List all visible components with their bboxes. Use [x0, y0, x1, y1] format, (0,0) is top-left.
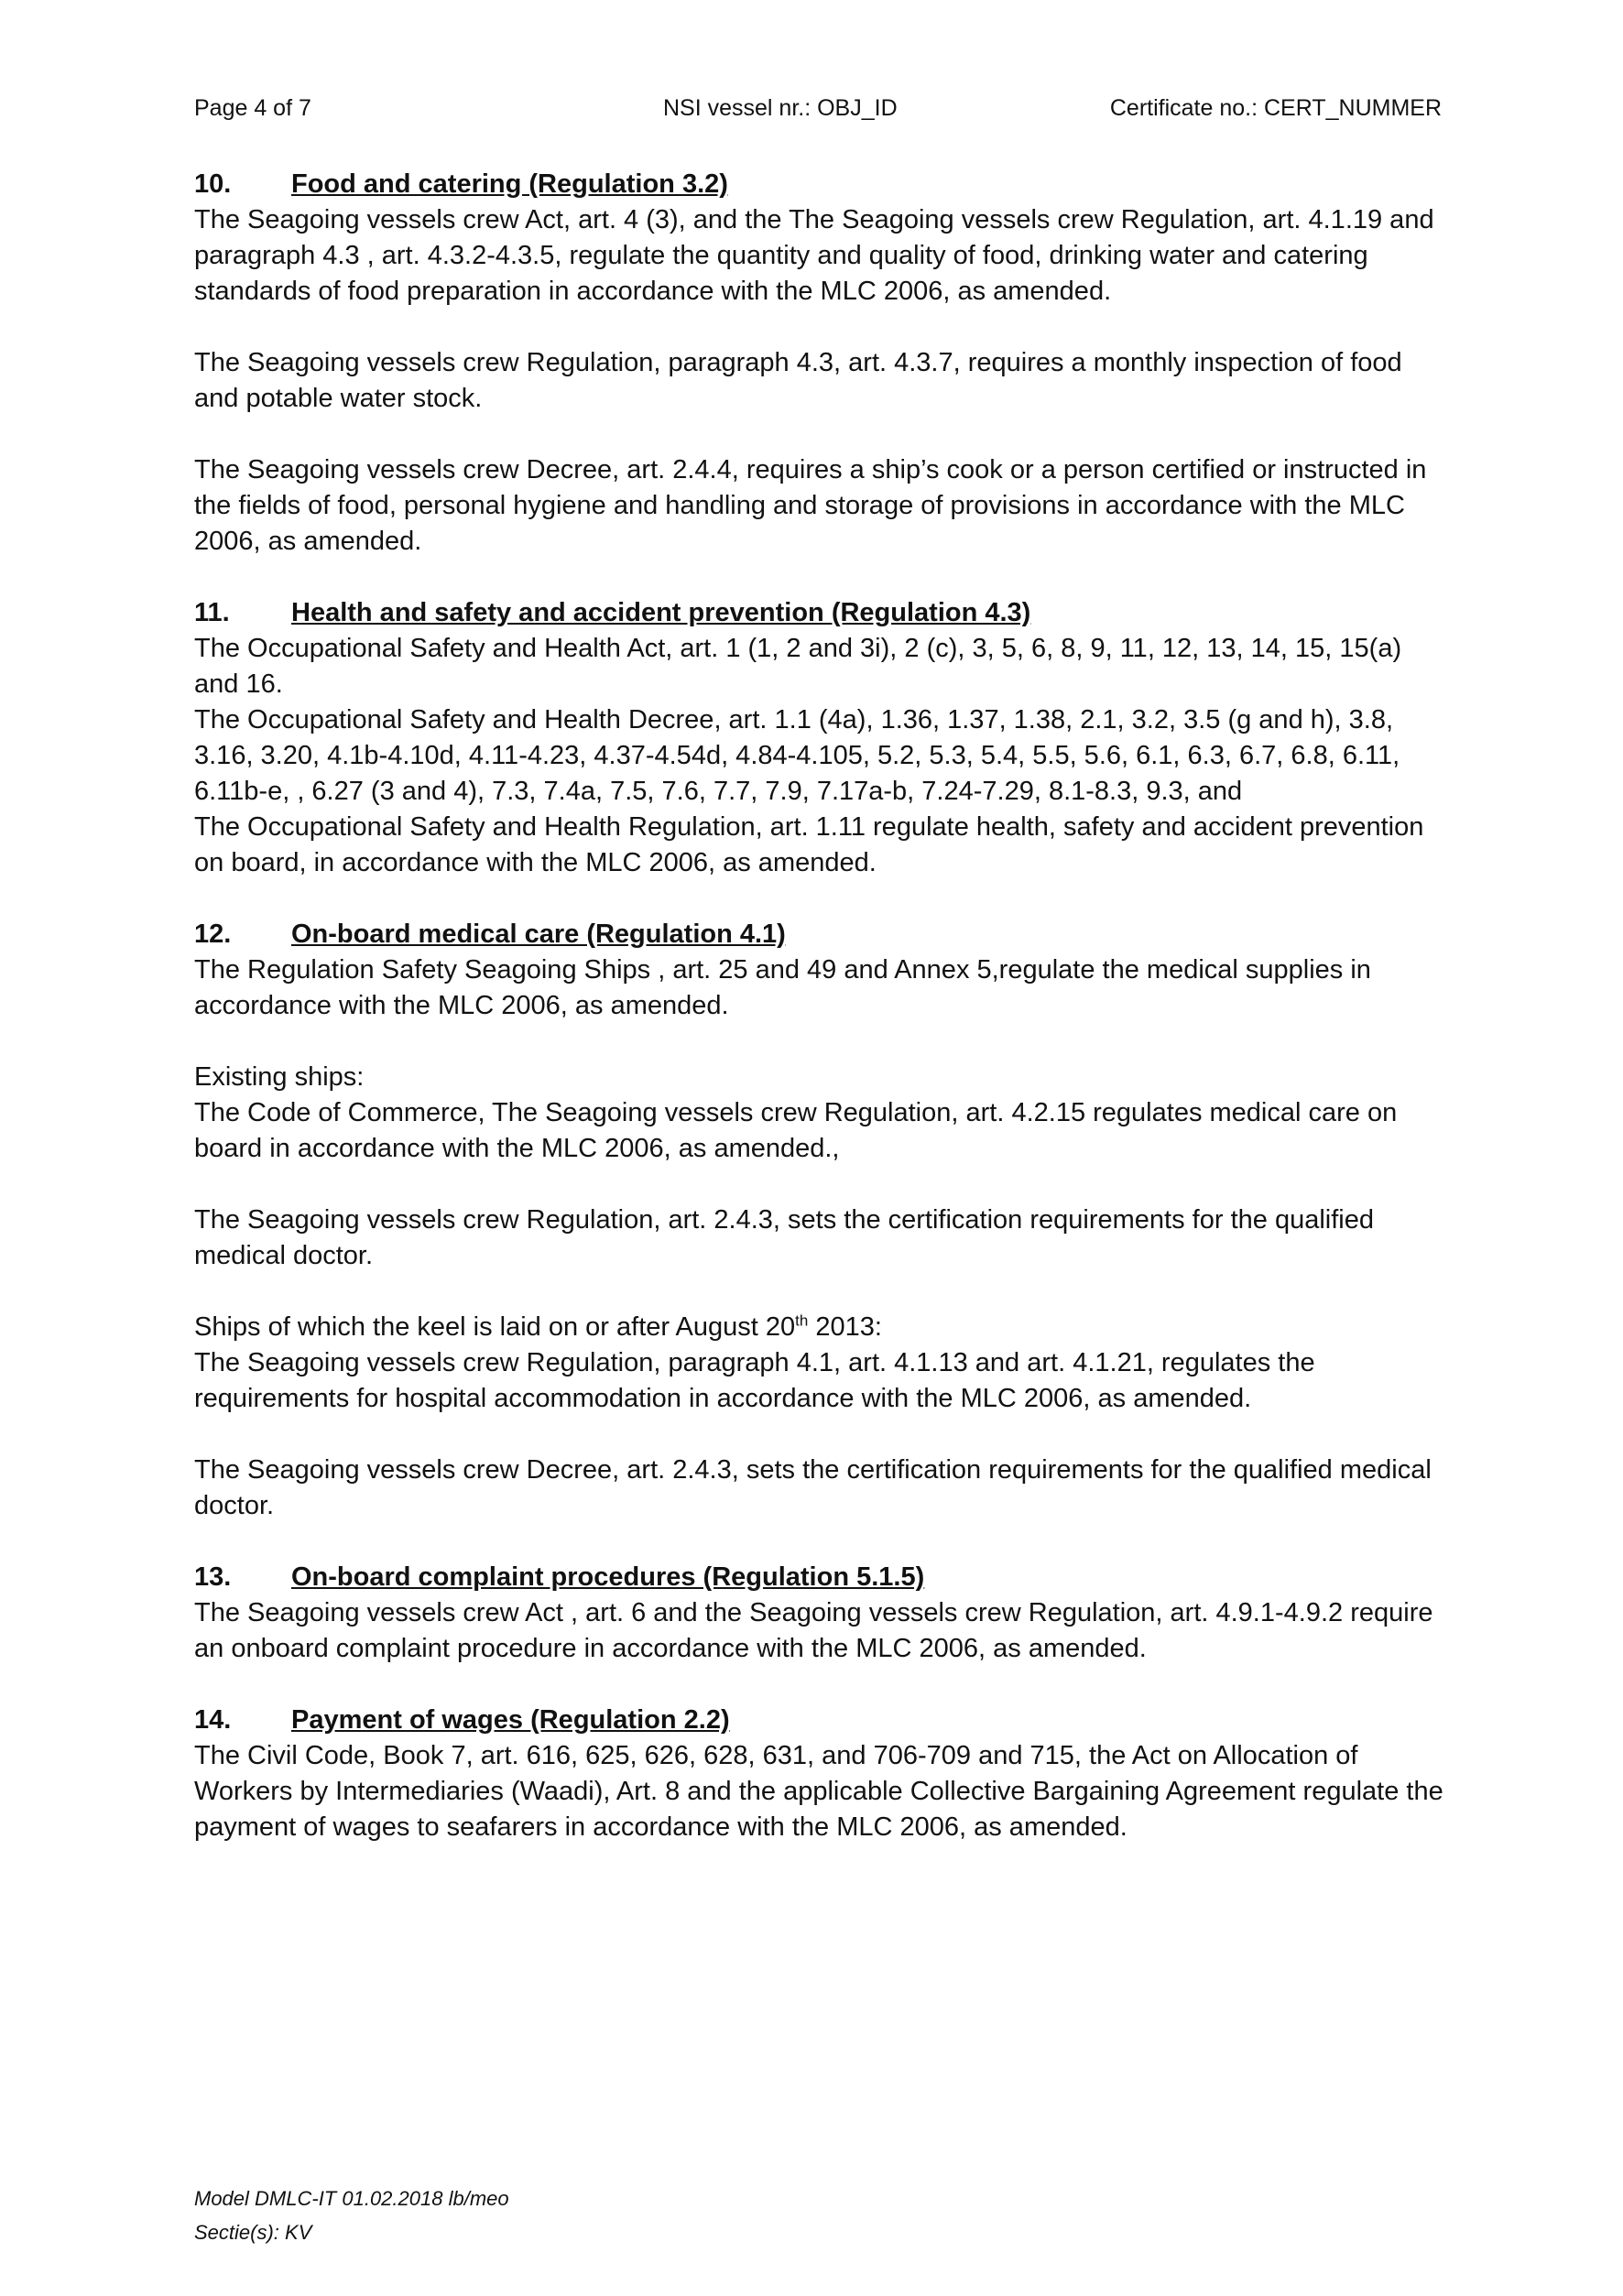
paragraph: The Regulation Safety Seagoing Ships , art. 25 and 49 and Annex 5,regulate the medical supplies in accordance with the MLC 2006, as amended. — [194, 955, 1371, 1020]
paragraph: The Seagoing vessels crew Regulation, paragraph 4.1, art. 4.1.13 and art. 4.1.21, regulates the requirements for hospital accommodation in accordance with the MLC 2006, as amended. — [194, 1348, 1315, 1413]
vessel-number: NSI vessel nr.: OBJ_ID — [663, 95, 898, 121]
certificate-number: Certificate no.: CERT_NUMMER — [1109, 95, 1442, 121]
page-footer — [194, 2182, 509, 2249]
section-title — [194, 167, 1451, 202]
subheading-existing-ships: Existing ships: — [194, 1062, 365, 1092]
section-title — [194, 1703, 1451, 1738]
footer-sectie: Sectie(s): KV — [194, 2221, 312, 2244]
paragraph: The Seagoing vessels crew Regulation, art. 2.4.3, sets the certification requirements for the qualified medical doctor. — [194, 1205, 1374, 1270]
section-number: 14. — [194, 1705, 232, 1735]
page-number: Page 4 of 7 — [194, 95, 311, 121]
paragraph: The Seagoing vessels crew Decree, art. 2.4.4, requires a ship’s cook or a person certified or instructed in the fields of food, personal hygiene and handling and storage of provisions in accordance with the MLC 2006, as amended. — [194, 455, 1427, 556]
section-number: 13. — [194, 1562, 232, 1592]
paragraph: The Occupational Safety and Health Decree, art. 1.1 (4a), 1.36, 1.37, 1.38, 2.1, 3.2, 3.5 (g and h), 3.8, 3.16, 3.20, 4.1b-4.10d, 4.11-4.23, 4.37-4.54d, 4.84-4.105, 5.2, 5.3, 5.4, 5.5, 5.6, 6.1, 6.3, 6.7, 6.8, 6.11, 6.11b-e, , 6.27 (3 and 4), 7.3, 7.4a, 7.5, 7.6, 7.7, 7.9, 7.17a-b, 7.24-7.29, 8.1-8.3, 9.3, and — [194, 705, 1400, 806]
document-body — [194, 167, 1451, 1845]
section-title — [194, 917, 1451, 952]
section-number: 10. — [194, 169, 232, 199]
paragraph: The Occupational Safety and Health Act, art. 1 (1, 2 and 3i), 2 (c), 3, 5, 6, 8, 9, 11, 12, 13, 14, 15, 15(a) and 16. — [194, 634, 1402, 699]
section-heading: Payment of wages (Regulation 2.2) — [291, 1705, 730, 1735]
paragraph: The Seagoing vessels crew Regulation, paragraph 4.3, art. 4.3.7, requires a monthly inspection of food and potable water stock. — [194, 348, 1402, 413]
section-heading: Health and safety and accident prevention (Regulation 4.3) — [291, 598, 1031, 627]
section-health-and-safety — [194, 595, 1451, 881]
paragraph: The Seagoing vessels crew Act, art. 4 (3), and the The Seagoing vessels crew Regulation, art. 4.1.19 and paragraph 4.3 , art. 4.3.2-4.3.5, regulate the quantity and quality of food, drinking water and catering standards of food preparation in accordance with the MLC 2006, as amended. — [194, 205, 1434, 306]
section-title — [194, 595, 1451, 631]
section-medical-care — [194, 917, 1451, 1524]
paragraph: The Civil Code, Book 7, art. 616, 625, 626, 628, 631, and 706-709 and 715, the Act on Allocation of Workers by Intermediaries (Waadi), Art. 8 and the applicable Collective Bargaining Agreement regulate the payment of wages to seafarers in accordance with the MLC 2006, as amended. — [194, 1741, 1443, 1842]
section-payment-of-wages — [194, 1703, 1451, 1845]
section-food-and-catering — [194, 167, 1451, 560]
page-header — [194, 95, 1442, 128]
section-heading: Food and catering (Regulation 3.2) — [291, 169, 728, 199]
subheading-new-ships: Ships of which the keel is laid on or after August 20th 2013: — [194, 1311, 882, 1342]
paragraph: The Seagoing vessels crew Decree, art. 2.4.3, sets the certification requirements for the qualified medical doctor. — [194, 1455, 1432, 1520]
section-heading: On-board complaint procedures (Regulation 5.1.5) — [291, 1562, 925, 1592]
paragraph: The Occupational Safety and Health Regulation, art. 1.11 regulate health, safety and accident prevention on board, in accordance with the MLC 2006, as amended. — [194, 812, 1424, 877]
section-heading: On-board medical care (Regulation 4.1) — [291, 919, 786, 949]
footer-model: Model DMLC-IT 01.02.2018 lb/meo — [194, 2187, 509, 2210]
section-number: 11. — [194, 598, 230, 627]
paragraph: The Code of Commerce, The Seagoing vessels crew Regulation, art. 4.2.15 regulates medical care on board in accordance with the MLC 2006, as amended., — [194, 1098, 1398, 1163]
section-complaint-procedures — [194, 1560, 1451, 1667]
section-number: 12. — [194, 919, 232, 949]
paragraph: The Seagoing vessels crew Act , art. 6 and the Seagoing vessels crew Regulation, art. 4.9.1-4.9.2 require an onboard complaint procedure in accordance with the MLC 2006, as amended. — [194, 1598, 1433, 1663]
section-title — [194, 1560, 1451, 1595]
